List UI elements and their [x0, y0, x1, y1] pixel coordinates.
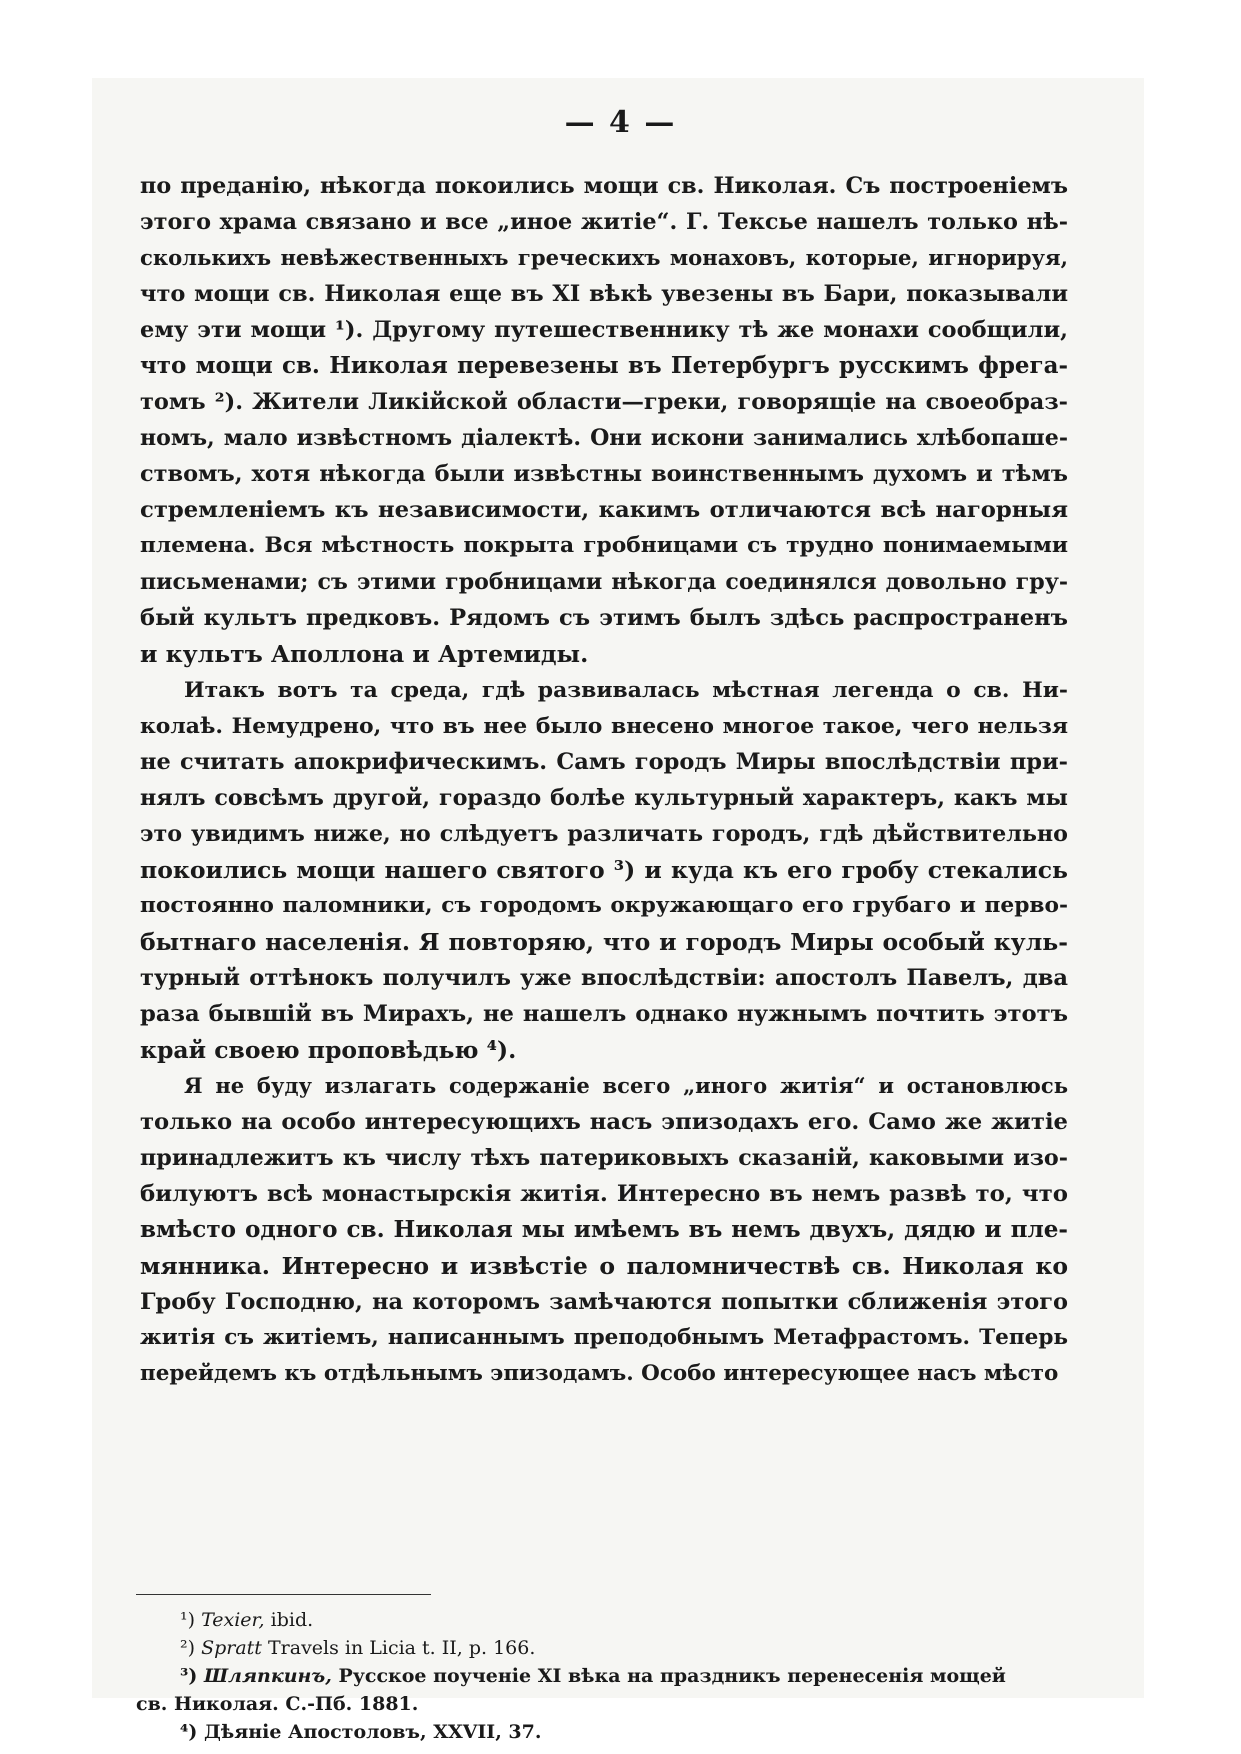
text-line: стремленіемъ къ независимости, какимъ отличаются всѣ нагорныя: [140, 497, 1068, 523]
text-line: не считать апокрифическимъ. Самъ городъ Миры впослѣдствіи при-: [140, 749, 1068, 775]
footnote-text: Дѣяніе Апостоловъ, XXVII, 37.: [203, 1721, 542, 1743]
footnote-4: [136, 1718, 1070, 1746]
footnote-text: Русское поученіе XI вѣка на праздникъ перенесенія мощей: [338, 1665, 1006, 1687]
footnote-mark: ²): [180, 1637, 196, 1659]
text-line: принадлежитъ къ числу тѣхъ патериковыхъ сказаній, каковыми изо-: [140, 1145, 1068, 1171]
text-line: житія съ житіемъ, написаннымъ преподобнымъ Метафрастомъ. Теперь: [140, 1325, 1068, 1350]
text-line: только на особо интересующихъ насъ эпизодахъ его. Само же житіе: [140, 1109, 1068, 1135]
text-line: ему эти мощи ¹). Другому путешественнику тѣ же монахи сообщили,: [140, 317, 1068, 343]
footnote-3-continued: св. Николая. С.-Пб. 1881.: [136, 1693, 419, 1715]
text-line: край своею проповѣдью ⁴).: [140, 1036, 517, 1064]
text-line: племена. Вся мѣстность покрыта гробницами съ трудно понимаемыми: [140, 533, 1068, 558]
text-line: перейдемъ къ отдѣльнымъ эпизодамъ. Особо интересующее насъ мѣсто: [140, 1361, 1059, 1386]
footnote-1: [136, 1606, 1070, 1634]
footnote-text: ibid.: [270, 1609, 314, 1631]
text-line: и культъ Аполлона и Артемиды.: [140, 640, 589, 668]
text-line: билуютъ всѣ монастырскія житія. Интересно въ немъ развѣ то, что: [140, 1181, 1068, 1207]
text-line: постоянно паломники, съ городомъ окружающаго его грубаго и перво-: [140, 893, 1068, 918]
paragraphs: [140, 168, 1068, 1392]
body-text: [140, 168, 1068, 1392]
text-line: номъ, мало извѣстномъ діалектѣ. Они искони занимались хлѣбопаше-: [140, 425, 1068, 451]
text-line: Итакъ вотъ та среда, гдѣ развивалась мѣстная легенда о св. Ни-: [184, 677, 1068, 703]
text-line: покоились мощи нашего святого ³) и куда къ его гробу стекались: [140, 856, 1068, 884]
text-line: колаѣ. Немудрено, что въ нее было внесено многое такое, чего нельзя: [140, 713, 1068, 739]
text-line: мянника. Интересно и извѣстіе о паломничествѣ св. Николая ко: [140, 1252, 1068, 1280]
text-line: по преданію, нѣкогда покоились мощи св. Николая. Съ построеніемъ: [140, 173, 1068, 199]
text-line: бый культъ предковъ. Рядомъ съ этимъ былъ здѣсь распространенъ: [140, 605, 1068, 631]
footnote-mark: ³): [180, 1665, 198, 1687]
text-line: бытнаго населенія. Я повторяю, что и городъ Миры особый куль-: [140, 928, 1068, 956]
footnote-divider: [136, 1594, 431, 1595]
text-line: раза бывшій въ Мирахъ, не нашелъ однако нужнымъ почтить этотъ: [140, 1001, 1068, 1027]
text-line: томъ ²). Жители Ликійской области—греки, говорящіе на своеобраз-: [140, 389, 1068, 415]
footnote-author: Texier,: [201, 1609, 265, 1631]
footnote-2: [136, 1634, 1070, 1662]
text-line: Гробу Господню, на которомъ замѣчаются попытки сближенія этого: [140, 1289, 1068, 1315]
footnote-author: Spratt: [201, 1637, 262, 1659]
page-number: — 4 —: [564, 105, 677, 140]
text-line: сколькихъ невѣжественныхъ греческихъ монаховъ, которые, игнорируя,: [140, 245, 1068, 270]
text-line: письменами; съ этими гробницами нѣкогда соединялся довольно гру-: [140, 569, 1068, 595]
footnotes: [136, 1606, 1070, 1746]
footnote-text: Travels in Licia t. II, p. 166.: [267, 1637, 536, 1659]
text-line: Я не буду излагать содержаніе всего „иного житія“ и остановлюсь: [184, 1073, 1068, 1098]
text-line: этого храма связано и все „иное житіе“. Г. Тексье нашелъ только нѣ-: [140, 209, 1068, 235]
text-line: это увидимъ ниже, но слѣдуетъ различать городъ, гдѣ дѣйствительно: [140, 821, 1068, 847]
text-line: нялъ совсѣмъ другой, гораздо болѣе культурный характеръ, какъ мы: [140, 785, 1068, 811]
footnote-author: Шляпкинъ,: [203, 1665, 332, 1687]
footnote-mark: ¹): [180, 1609, 196, 1631]
text-line: что мощи св. Николая перевезены въ Петербургъ русскимъ фрега-: [140, 352, 1068, 379]
text-line: ствомъ, хотя нѣкогда были извѣстны воинственнымъ духомъ и тѣмъ: [140, 461, 1068, 487]
text-line: что мощи св. Николая еще въ XI вѣкѣ увезены въ Бари, показывали: [140, 281, 1068, 307]
text-line: турный оттѣнокъ получилъ уже впослѣдствіи: апостолъ Павелъ, два: [140, 965, 1068, 991]
footnote-mark: ⁴): [180, 1721, 198, 1743]
text-line: вмѣсто одного св. Николая мы имѣемъ въ немъ двухъ, дядю и пле-: [140, 1216, 1068, 1243]
footnote-3: [136, 1662, 1070, 1690]
